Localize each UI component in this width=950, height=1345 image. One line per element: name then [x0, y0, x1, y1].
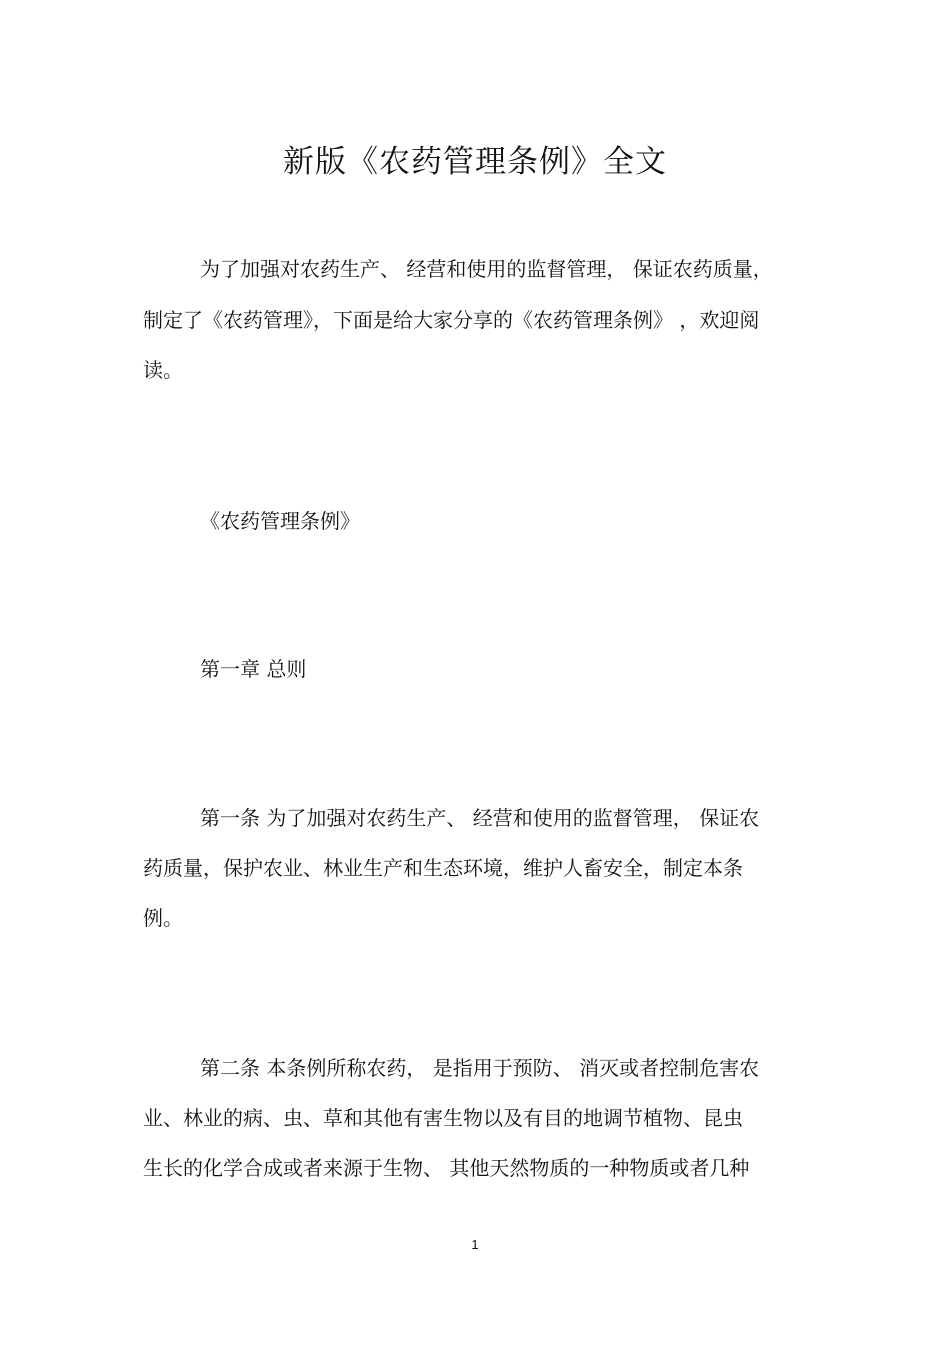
chapter-heading: 第一章 总则: [200, 657, 307, 681]
intro-line-2: 制定了《农药管理》，下面是给大家分享的《农药管理条例》 ，欢迎阅: [143, 308, 760, 332]
article-2-line-2: 业、林业的病、虫、草和其他有害生物以及有目的地调节植物、昆虫: [143, 1106, 743, 1130]
page-number: 1: [471, 1237, 479, 1252]
article-1-line-1: 第一条 为了加强对农药生产、 经营和使用的监督管理， 保证农: [200, 806, 760, 830]
document-title: 新版《农药管理条例》全文: [283, 144, 667, 180]
regulation-heading: 《农药管理条例》: [200, 509, 360, 533]
article-2-line-3: 生长的化学合成或者来源于生物、 其他天然物质的一种物质或者几种: [143, 1156, 750, 1180]
article-1-line-3: 例。: [143, 906, 183, 930]
intro-line-3: 读。: [143, 358, 183, 382]
article-1-line-2: 药质量，保护农业、林业生产和生态环境，维护人畜安全，制定本条: [143, 856, 743, 880]
intro-line-1: 为了加强对农药生产、 经营和使用的监督管理， 保证农药质量，: [200, 257, 773, 281]
article-2-line-1: 第二条 本条例所称农药， 是指用于预防、 消灭或者控制危害农: [200, 1056, 760, 1080]
